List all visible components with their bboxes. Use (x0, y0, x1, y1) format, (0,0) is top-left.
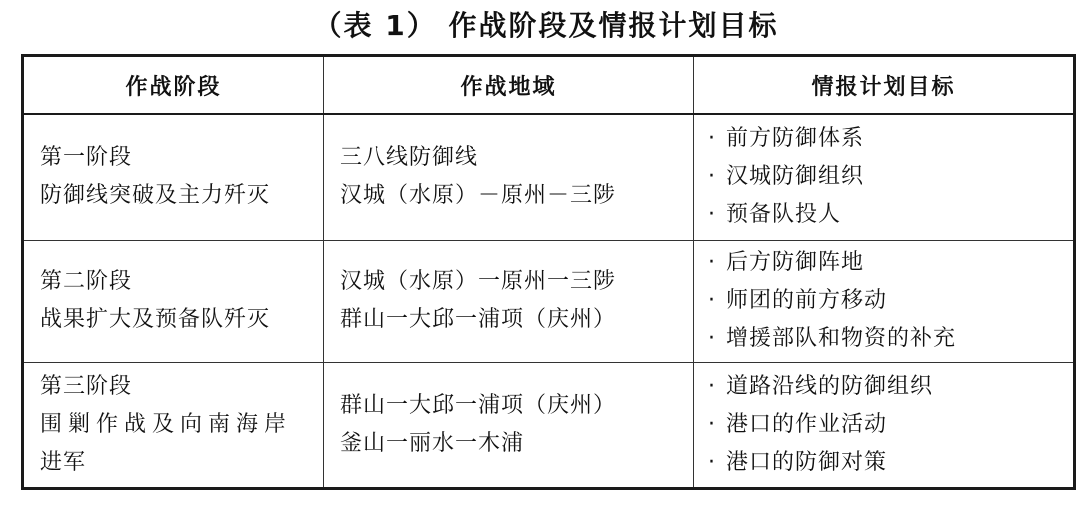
phase-cell (23, 240, 324, 362)
intel-item (708, 196, 1061, 234)
bullet-dot: · (708, 373, 716, 399)
intel-item (708, 320, 1061, 358)
phase-cell (23, 362, 324, 488)
region-line: 群山一大邱一浦项（庆州） (340, 307, 617, 332)
phase-line: 防御线突破及主力歼灭 (40, 183, 271, 209)
intel-item-text: 港口的防御对策 (726, 449, 888, 475)
region-line: 群山一大邱一浦项（庆州） (340, 392, 617, 418)
table-row (23, 240, 1075, 362)
intel-item (708, 282, 1061, 320)
header-intel-target: 情报计划目标 (694, 56, 1075, 115)
intel-item-text: 道路沿线的防御组织 (726, 373, 934, 399)
header-row (23, 56, 1075, 115)
table-caption: （表 1） 作战阶段及情报计划目标 (313, 9, 779, 42)
header-phase: 作战阶段 (23, 56, 324, 115)
bullet-dot: · (708, 326, 716, 351)
phase-line: 第二阶段 (40, 269, 133, 294)
region-line: 三八线防御线 (340, 145, 479, 171)
region-line: 汉城（水原）－原州－三陟 (340, 183, 617, 209)
intel-item-text: 港口的作业活动 (726, 411, 888, 437)
intel-item-text: 汉城防御组织 (726, 164, 865, 190)
bullet-dot: · (708, 202, 716, 228)
intel-item (708, 406, 1061, 444)
region-cell (324, 240, 694, 362)
intel-cell (694, 114, 1075, 240)
bullet-dot: · (708, 164, 716, 190)
phase-line: 第三阶段 (40, 373, 133, 399)
bullet-dot: · (708, 449, 716, 475)
phase-line: 第一阶段 (40, 145, 133, 171)
intel-item (708, 444, 1061, 482)
region-cell (324, 114, 694, 240)
intel-item (708, 368, 1061, 406)
intel-item-text: 师团的前方移动 (726, 288, 888, 313)
operation-plan-table (21, 54, 1076, 490)
intel-cell (694, 240, 1075, 362)
phase-line: 战果扩大及预备队歼灭 (40, 307, 271, 332)
region-line: 釜山一丽水一木浦 (340, 430, 525, 456)
intel-item (708, 244, 1061, 282)
header-region: 作战地域 (324, 56, 694, 115)
region-line: 汉城（水原）一原州一三陟 (340, 269, 617, 294)
table-row (23, 362, 1075, 488)
phase-cell (23, 114, 324, 240)
bullet-dot: · (708, 126, 716, 152)
intel-item (708, 120, 1061, 158)
intel-item-text: 前方防御体系 (726, 126, 865, 152)
bullet-dot: · (708, 288, 716, 313)
table-row (23, 114, 1075, 240)
bullet-dot: · (708, 250, 716, 275)
region-cell (324, 362, 694, 488)
intel-item-text: 增援部队和物资的补充 (726, 326, 957, 351)
intel-cell (694, 362, 1075, 488)
intel-item-text: 后方防御阵地 (726, 250, 865, 275)
intel-item-text: 预备队投人 (726, 202, 842, 228)
bullet-dot: · (708, 411, 716, 437)
intel-item (708, 158, 1061, 196)
phase-line: 进军 (40, 449, 87, 475)
phase-line: 围剿作战及向南海岸 (40, 411, 293, 437)
